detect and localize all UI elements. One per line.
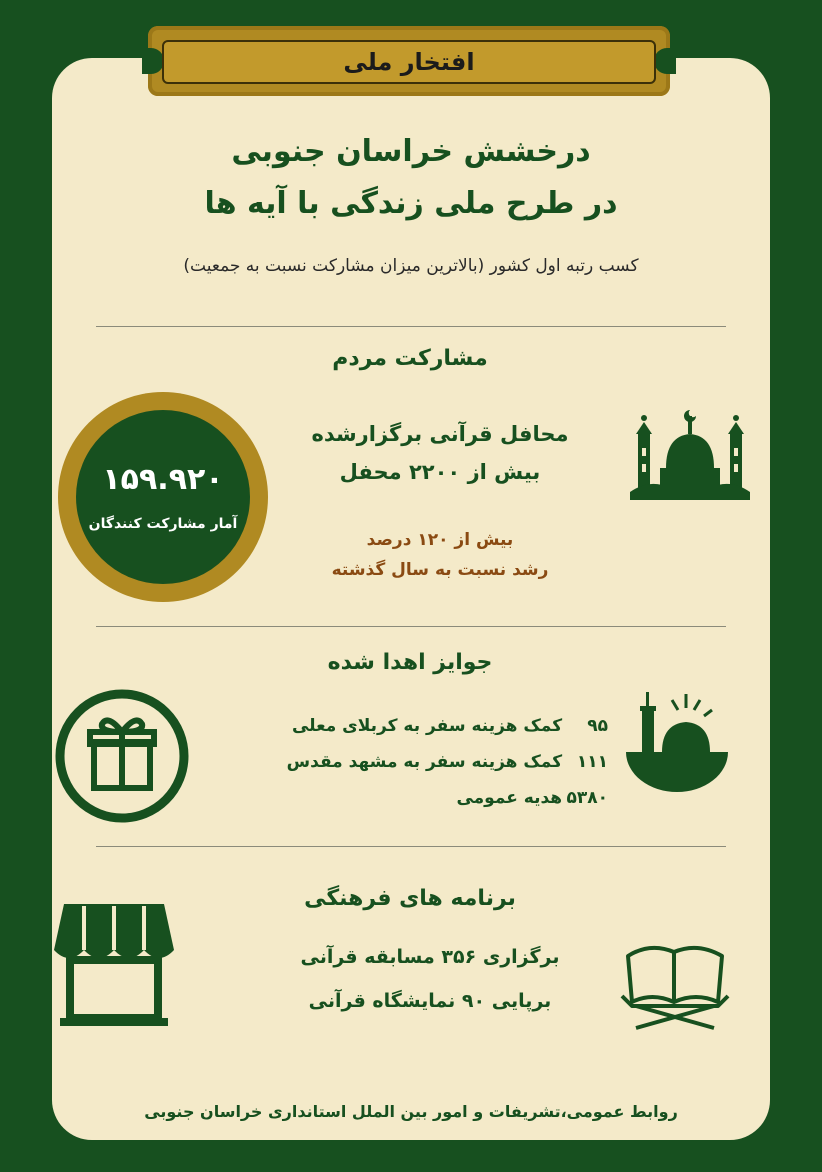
prize-text: کمک هزینه سفر به کربلای معلی [291,716,563,736]
prize-count: ۱۱۱ [576,752,608,772]
prize-item [287,752,608,772]
participants-circle [58,392,268,602]
divider [96,846,726,847]
headline-subtitle: کسب رتبه اول کشور (بالاترین میزان مشارکت نسبت به جمعیت) [183,256,639,276]
section-title-prizes: جوایز اهدا شده [327,650,493,675]
headline-line1: درخشش خراسان جنوبی [231,134,591,169]
cultural-line1: برگزاری ۳۵۶ مسابقه قرآنی [300,946,560,968]
participants-count: ۱۵۹.۹۲۰ [102,462,224,497]
prize-text: هدیه عمومی [456,788,563,808]
shrine-icon [622,688,732,794]
divider [96,626,726,627]
banner-title: افتخار ملی [343,48,475,76]
divider [96,326,726,327]
booth-icon [52,902,176,1028]
banner-notch-right [654,48,676,74]
section-title-participation: مشارکت مردم [332,346,488,371]
cultural-line2: برپایی ۹۰ نمایشگاه قرآنی [308,990,552,1012]
quran-stand-icon [614,936,736,1030]
gift-icon [52,686,192,826]
section-title-cultural: برنامه های فرهنگی [304,886,516,911]
growth-line1: بیش از ۱۲۰ درصد [366,530,514,550]
prize-item [292,716,608,736]
sessions-line2: بیش از ۲۲۰۰ محفل [339,460,541,484]
prize-count: ۹۵ [587,716,608,736]
mosque-icon [630,408,750,500]
prize-count: ۵۳۸۰ [566,788,608,808]
participants-circle-inner [76,410,250,584]
sessions-line1: محافل قرآنی برگزارشده [311,422,569,446]
growth-line2: رشد نسبت به سال گذشته [331,560,549,580]
headline-line2: در طرح ملی زندگی با آیه ها [204,186,618,221]
footer-text: روابط عمومی،تشریفات و امور بین الملل استانداری خراسان جنوبی [144,1102,678,1121]
prize-item [456,788,608,808]
banner-notch-left [142,48,164,74]
participants-label: آمار مشارکت کنندگان [88,516,238,532]
prize-text: کمک هزینه سفر به مشهد مقدس [286,752,563,772]
